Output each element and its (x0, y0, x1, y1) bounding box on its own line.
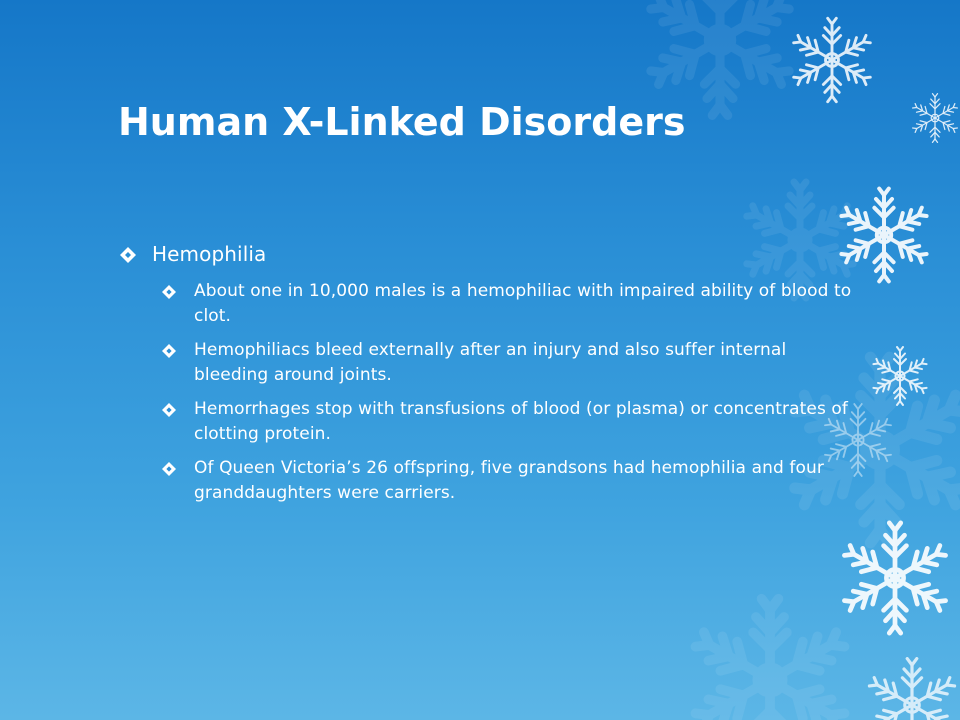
snowflake-icon (867, 659, 957, 720)
snowflake-icon (792, 18, 873, 102)
snowflake-icon (911, 94, 958, 143)
list-item (118, 237, 858, 271)
list-item (160, 397, 858, 447)
list-item (160, 456, 858, 506)
bullet-text: Hemophilia (152, 242, 267, 266)
bullet-text: Hemorrhages stop with transfusions of blood (or plasma) or concentrates of clotting protein. (194, 399, 849, 444)
list-item (160, 279, 858, 329)
bullet-text: About one in 10,000 males is a hemophiliac with impaired ability of blood to clot. (194, 281, 852, 326)
snowflake-icon (842, 523, 949, 633)
diamond-bullet-icon (162, 462, 176, 476)
slide-title: Human X-Linked Disorders (118, 100, 686, 144)
diamond-bullet-icon (162, 285, 176, 299)
list-item (160, 338, 858, 388)
bullet-text: Of Queen Victoria’s 26 offspring, five grandsons had hemophilia and four granddaughters were carriers. (194, 458, 824, 503)
diamond-bullet-icon (162, 403, 176, 417)
bullet-text: Hemophiliacs bleed externally after an injury and also suffer internal bleeding around joints. (194, 340, 787, 385)
bullet-list (118, 237, 858, 515)
diamond-bullet-icon (120, 247, 136, 263)
diamond-bullet-icon (162, 344, 176, 358)
